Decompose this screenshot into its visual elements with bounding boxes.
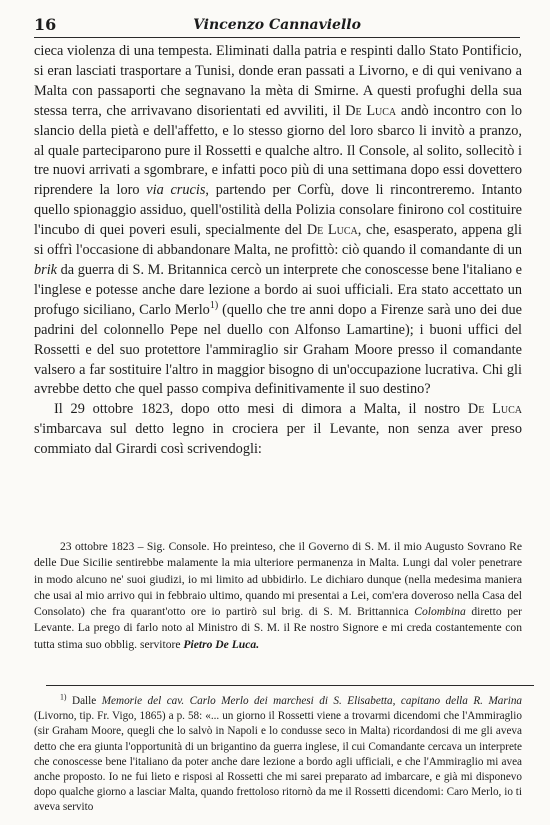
letter-signature: Pietro De Luca. — [183, 637, 260, 651]
footnote-title: Memorie del cav. Carlo Merlo dei marchesi di S. Elisabetta, capitano della R. Marina — [101, 695, 523, 707]
running-head: Vincenzo Cannaviello — [193, 17, 361, 33]
page-header — [34, 15, 520, 38]
via-crucis: via crucis — [146, 182, 206, 199]
brik: brik — [34, 261, 58, 278]
name-de-luca: De Luca — [306, 222, 358, 239]
paragraph-1: cieca violenza di una tempesta. Eliminati dalla patria e respinti dallo Stato Pontificio, si eran lasciati trasportare a Tunisi, donde eran passati a Livorno, e di qui venivano a Malta con passaporti che segnavano la mèta di Smirne. A questi profughi della sua stessa terra, che arrivavano disorientati ed avviliti, il De Luca andò incontro con lo slancio della pietà e dell'affetto, e lo stesso giorno del loro sbarco li invitò a pranzo, al quale parteciparono pure il Rossetti e qualche altro. Il Console, al solito, sollecitò i tre nuovi arrivati a sgombrare, e infatti poco più di una settimana dopo essi dovettero riprendere la loro via crucis, partendo per Corfù, dove li rincontreremo. Intanto quello spionaggio assiduo, quell'ostilità della Polizia consolare finirono col costituire l'incubo di quei poveri esuli, specialmente del De Luca, che, esasperato, appena gli si offrì l'occasione di abbandonare Malta, ne profittò: ciò quando il comandante di un brik da guerra di S. M. Britannica cercò un interprete che conoscesse bene l'italiano e l'inglese e potesse anche dare lezione a bordo ai suoi ufficiali. Era stato accettato un profugo siciliano, Carlo Merlo$^{1)}$ (quello che tre anni dopo a Firenze sarà uno dei due padrini del colonnello Pepe nel duello con Alfonso Lamartine); i buoni uffici del Rossetti e del suo protettore l'ammiraglio sir Graham Moore presso il comandante valsero a far sostituire l'altro in maggior bisogno di un'occupazione lucrativa. Chi gli avrebbe detto che quel passo compiva definitivamente il suo destino? — [34, 43, 523, 398]
footnote-ref: 1) — [209, 300, 219, 312]
name-de-luca: De Luca — [345, 102, 397, 119]
footnote: $^{1)}$ Dalle Memorie del cav. Carlo Merlo dei marchesi di S. Elisabetta, capitano della R. Marina (Livorno, tip. Fr. Vigo, 1865) a p. 58: «... un giorno il Rossetti viene a trovarmi dicendomi che l'Ammiraglio (sir Graham Moore, quegli che lo salvò in Napoli e lo condusse seco in Malta) ricordandosi di me gli aveva detto che era giunta l'opportunità di un brigantino da guerra inglese, il cui Comandante cercava un interprete che conoscesse bene l'italiano da poter anche dare lezione a bordo agli ufficiali, e che l'Ammiraglio mi avea anche proposto. Io ne fui lieto e risposi al Rossetti che mi sarei preparato ad imbarcare, e già mi disponevo dopo qualche giorno a lasciar Malta, quando frettoloso ritornò da me il Rossetti dicendomi: Caro Merlo, io ti aveva servito — [34, 692, 523, 814]
footnote-rule — [46, 685, 534, 686]
page-number: 16 — [34, 15, 57, 34]
footnote-marker: 1) — [60, 692, 67, 702]
paragraph-2: Il 29 ottobre 1823, dopo otto mesi di dimora a Malta, il nostro De Luca s'imbarcava sul detto legno in crociera per il Levante, non senza aver preso commiato dal Girardi così scrivendogli: — [34, 401, 522, 458]
name-de-luca: De Luca — [467, 401, 522, 418]
main-text — [34, 42, 522, 460]
quoted-letter: 23 ottobre 1823 – Sig. Console. Ho preinteso, che il Governo di S. M. il mio Augusto Sovrano Re delle Due Sicilie sentirebbe malamente la mia ulteriore permanenza in Malta. Lungi dal voler penetrare in modo alcuno ne' suoi giudizi, io mi limito ad ubbidirlo. Le dichiaro dunque (nella medesima maniera che usai al mio arrivo qui in febbraio ultimo, quando mi presentai a Lei, com'era doveroso nella Casa del Consolato) che fra quarant'otto ore io partirò sul brig. di S. M. Brittannica Colombina diretto per Levante. La prego di farlo noto al Ministro di S. M. il Re nostro Signore e mi creda costantemente con tutta stima suo obblig. servitore Pietro De Luca. — [34, 540, 523, 651]
ship-name: Colombina — [414, 605, 466, 619]
